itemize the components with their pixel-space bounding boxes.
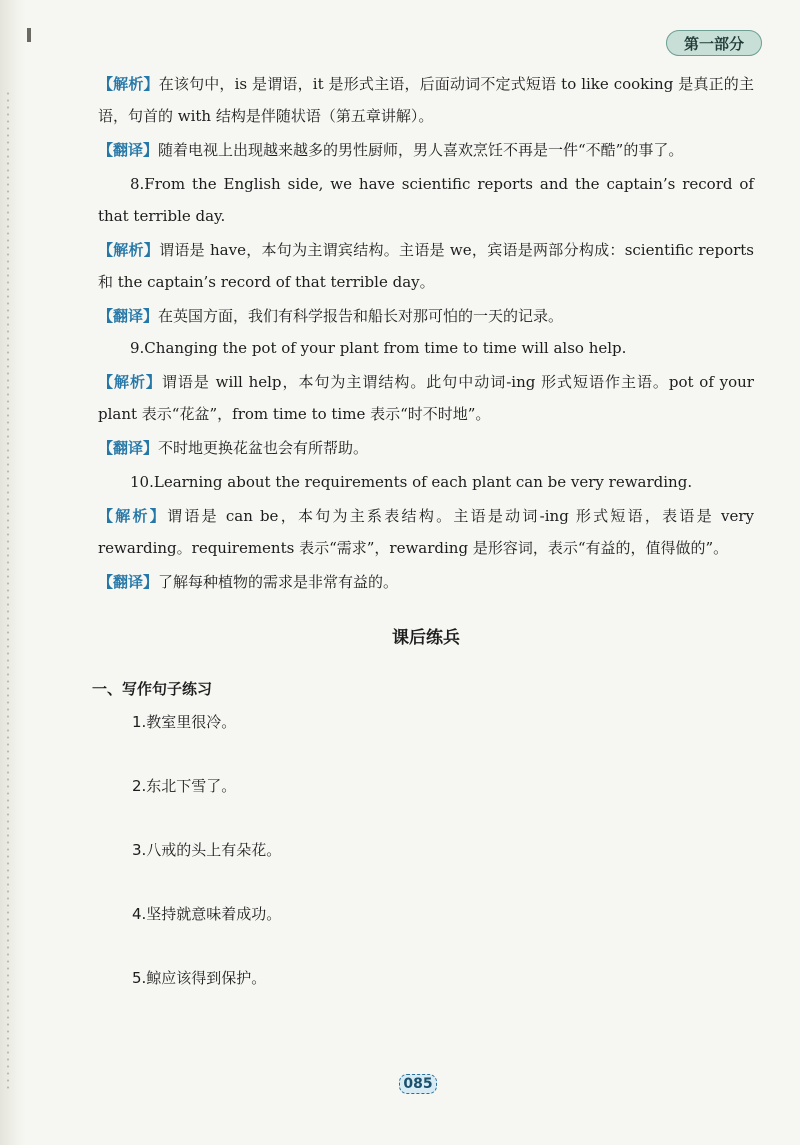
translation-text: 随着电视上出现越来越多的男性厨师，男人喜欢烹饪不再是一件“不酷”的事了。 <box>158 141 684 159</box>
translation-para-8 <box>98 300 754 332</box>
content-area <box>92 68 754 992</box>
analysis-text: 谓语是 will help，本句为主谓结构。此句中动词-ing 形式短语作主语。pot of your plant 表示“花盆”，from time to time 表示“时不时地”。 <box>98 373 754 423</box>
translation-tag: 【翻译】 <box>98 573 159 591</box>
exercise-item-4: 4.坚持就意味着成功。 <box>132 905 282 923</box>
page-number: 085 <box>399 1074 437 1094</box>
translation-tag: 【翻译】 <box>98 439 159 457</box>
analysis-para-9 <box>98 366 754 430</box>
analysis-para-7 <box>98 68 754 132</box>
analysis-tag: 【解析】 <box>98 507 168 525</box>
binding-dots <box>4 90 12 1090</box>
translation-para-10 <box>98 566 754 598</box>
analysis-text: 谓语是 can be，本句为主系表结构。主语是动词-ing 形式短语，表语是 very rewarding。requirements 表示“需求”，rewarding 是形容词，表示“有益的，值得做的”。 <box>98 507 754 557</box>
exercise-item-2: 2.东北下雪了。 <box>132 777 237 795</box>
exercise-item-1: 1.教室里很冷。 <box>132 713 237 731</box>
translation-tag: 【翻译】 <box>98 307 159 325</box>
translation-text: 不时地更换花盆也会有所帮助。 <box>158 439 369 457</box>
analysis-text: 谓语是 have，本句为主谓宾结构。主语是 we，宾语是两部分构成：scientific reports 和 the captain’s record of that terrible day。 <box>98 241 754 291</box>
analysis-text: 在该句中，is 是谓语，it 是形式主语，后面动词不定式短语 to like cooking 是真正的主语，句首的 with 结构是伴随状语（第五章讲解）。 <box>98 75 754 125</box>
sentence-8: 8.From the English side, we have scientific reports and the captain’s record of that terrible day. <box>98 175 754 225</box>
translation-para-9 <box>98 432 754 464</box>
section-badge: 第一部分 <box>666 30 762 56</box>
sentence-9: 9.Changing the pot of your plant from time to time will also help. <box>130 339 627 357</box>
translation-text: 在英国方面，我们有科学报告和船长对那可怕的一天的记录。 <box>158 307 564 325</box>
analysis-para-8 <box>98 234 754 298</box>
spine-mark <box>27 28 31 42</box>
practice-title: 课后练兵 <box>392 628 460 648</box>
exercise-item-5: 5.鲸应该得到保护。 <box>132 969 267 987</box>
translation-text: 了解每种植物的需求是非常有益的。 <box>158 573 399 591</box>
analysis-para-10 <box>98 500 754 564</box>
exercise-item-3: 3.八戒的头上有朵花。 <box>132 841 282 859</box>
practice-section-title: 一、写作句子练习 <box>92 680 213 698</box>
analysis-tag: 【解析】 <box>98 373 162 391</box>
translation-para-7 <box>98 134 754 166</box>
sentence-10: 10.Learning about the requirements of each plant can be very rewarding. <box>130 473 693 491</box>
translation-tag: 【翻译】 <box>98 141 159 159</box>
analysis-tag: 【解析】 <box>98 75 159 93</box>
analysis-tag: 【解析】 <box>98 241 160 259</box>
